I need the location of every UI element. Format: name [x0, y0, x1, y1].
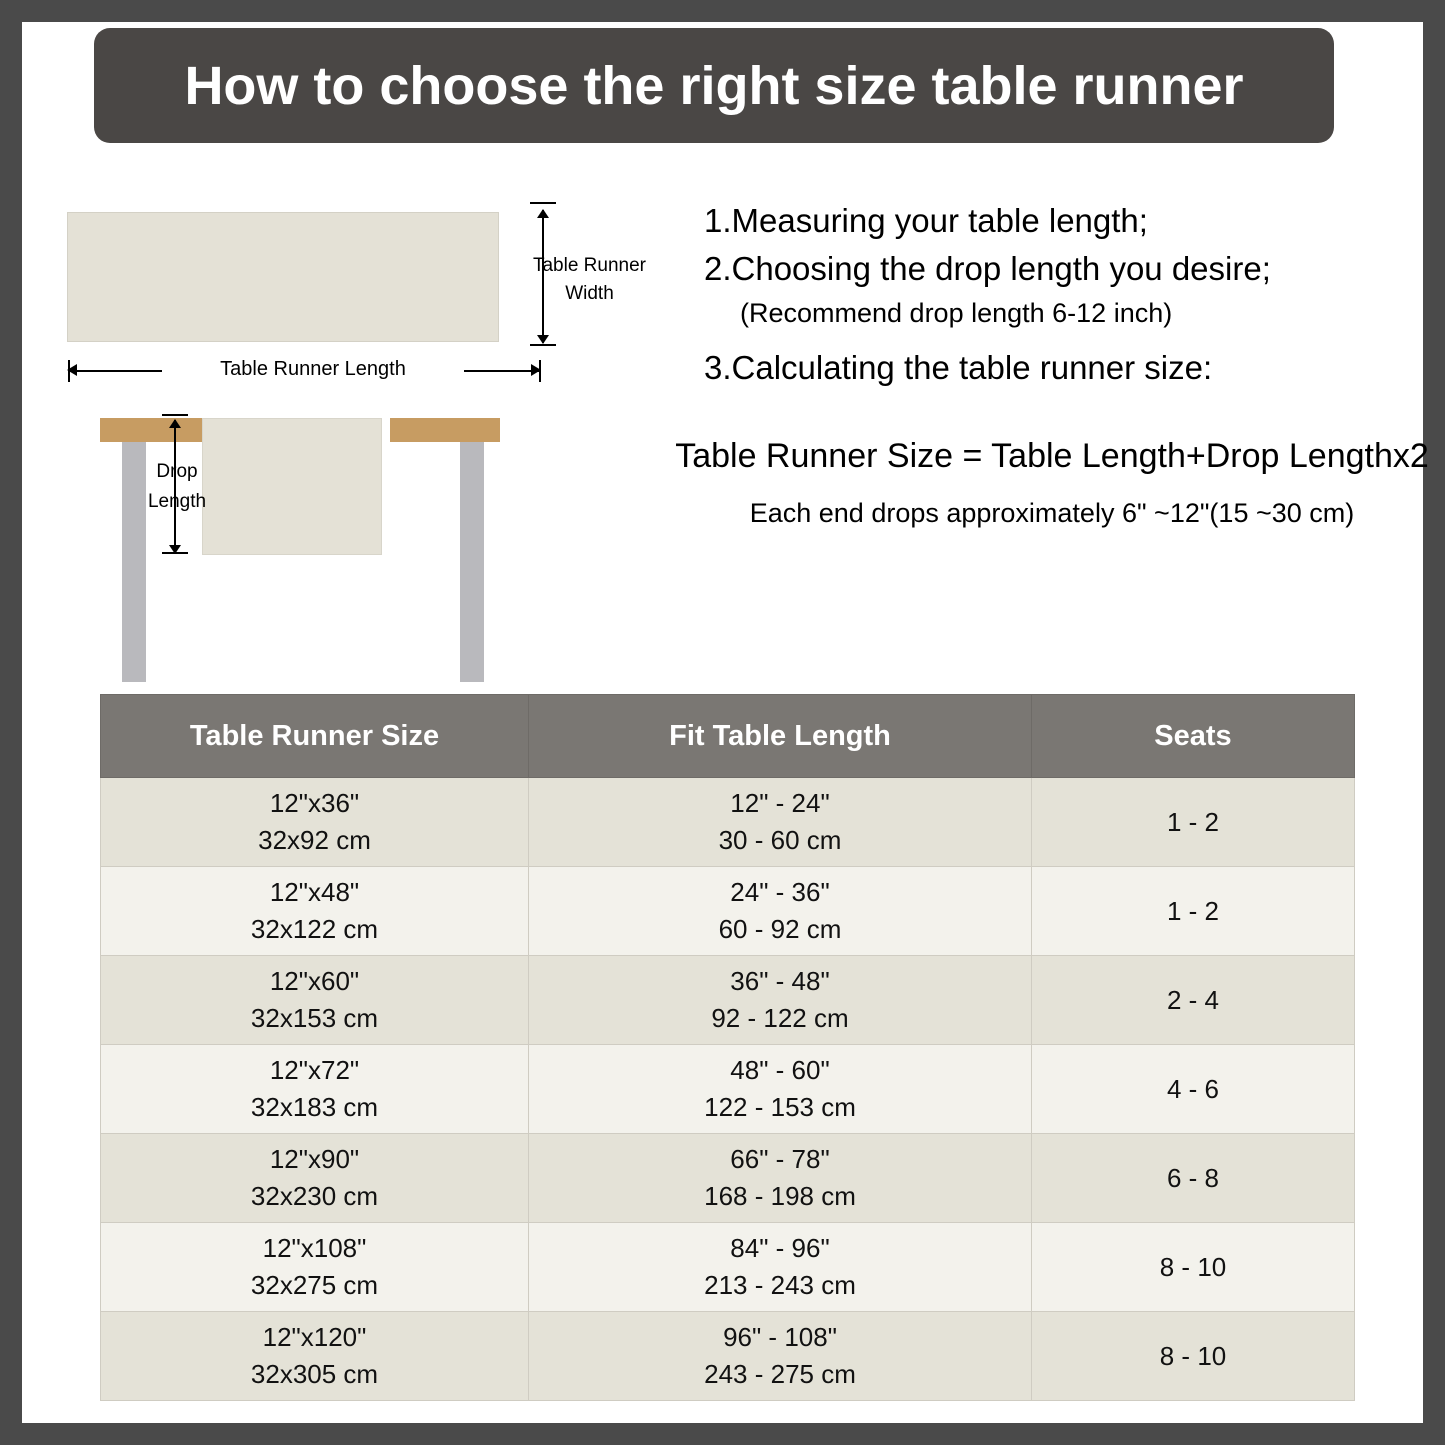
cell-seats: 4 - 6	[1032, 1045, 1355, 1134]
cell-size-inches: 12"x90"	[269, 1144, 360, 1174]
step-3-text: 3.Calculating the table runner size:	[704, 349, 1213, 386]
cell-size-cm: 32x122 cm	[250, 914, 379, 944]
table-row	[101, 1223, 1355, 1312]
width-dimension-cap-top	[530, 202, 556, 204]
cell-seats: 8 - 10	[1032, 1312, 1355, 1401]
cell-fit-length	[529, 1223, 1032, 1312]
title-banner	[94, 28, 1334, 143]
table-header-row	[101, 695, 1355, 778]
cell-runner-size	[101, 1045, 529, 1134]
cell-runner-size	[101, 956, 529, 1045]
cell-runner-size	[101, 1134, 529, 1223]
table-row	[101, 956, 1355, 1045]
runner-width-label	[517, 252, 662, 308]
cell-seats: 6 - 8	[1032, 1134, 1355, 1223]
cell-seats: 2 - 4	[1032, 956, 1355, 1045]
cell-fit-cm: 92 - 122 cm	[711, 1003, 849, 1033]
runner-length-label: Table Runner Length	[162, 358, 464, 381]
page-title: How to choose the right size table runner	[184, 55, 1244, 116]
runner-width-label-line1: Table Runner	[532, 255, 647, 276]
table-row	[101, 867, 1355, 956]
cell-seats: 1 - 2	[1032, 867, 1355, 956]
cell-size-inches: 12"x36"	[269, 788, 360, 818]
drop-dimension-cap-top	[162, 414, 188, 416]
drop-length-label-line2: Length	[147, 491, 207, 512]
header-runner-size: Table Runner Size	[101, 695, 529, 778]
runner-size-formula: Table Runner Size = Table Length+Drop Lengthx2	[675, 437, 1429, 475]
table-row	[101, 1134, 1355, 1223]
step-2-note: (Recommend drop length 6-12 inch)	[740, 298, 1173, 328]
cell-seats: 1 - 2	[1032, 778, 1355, 867]
measurement-diagram	[22, 162, 647, 682]
cell-fit-cm: 213 - 243 cm	[704, 1270, 856, 1300]
runner-size-formula-note: Each end drops approximately 6" ~12"(15 ~30 cm)	[749, 498, 1355, 528]
cell-size-inches: 12"x120"	[262, 1322, 367, 1352]
header-seats: Seats	[1032, 695, 1355, 778]
cell-size-inches: 12"x60"	[269, 966, 360, 996]
cell-runner-size	[101, 1223, 529, 1312]
step-2-text: 2.Choosing the drop length you desire;	[704, 250, 1271, 287]
cell-fit-cm: 60 - 92 cm	[718, 914, 842, 944]
cell-size-cm: 32x183 cm	[250, 1092, 379, 1122]
cell-size-inches: 12"x108"	[262, 1233, 367, 1263]
cell-fit-length	[529, 867, 1032, 956]
table-row	[101, 778, 1355, 867]
cell-fit-cm: 168 - 198 cm	[704, 1181, 856, 1211]
cell-fit-inches: 84" - 96"	[730, 1233, 830, 1263]
size-chart-head	[101, 695, 1355, 778]
infographic-inner	[22, 22, 1429, 1423]
size-chart-body	[101, 778, 1355, 1401]
cell-fit-length	[529, 778, 1032, 867]
drop-length-label-line1: Drop	[156, 461, 198, 482]
runner-width-label-line2: Width	[565, 283, 614, 304]
cell-size-cm: 32x275 cm	[250, 1270, 379, 1300]
cell-runner-size	[101, 1312, 529, 1401]
tabletop-right-shape	[390, 418, 500, 442]
cell-fit-inches: 36" - 48"	[730, 966, 830, 996]
header-fit-table-length: Fit Table Length	[529, 695, 1032, 778]
instruction-steps	[662, 202, 1442, 529]
width-dimension-cap-bottom	[530, 344, 556, 346]
cell-fit-cm: 30 - 60 cm	[718, 825, 842, 855]
cell-fit-length	[529, 1312, 1032, 1401]
step-1-text: 1.Measuring your table length;	[704, 202, 1148, 239]
cell-runner-size	[101, 867, 529, 956]
cell-size-inches: 12"x72"	[269, 1055, 360, 1085]
runner-top-view-shape	[67, 212, 499, 342]
cell-size-cm: 32x92 cm	[258, 825, 371, 855]
cell-size-cm: 32x230 cm	[250, 1181, 379, 1211]
table-leg-right-shape	[460, 442, 484, 682]
drop-length-label	[117, 457, 237, 517]
cell-fit-inches: 24" - 36"	[730, 877, 830, 907]
cell-size-cm: 32x153 cm	[250, 1003, 379, 1033]
cell-fit-cm: 122 - 153 cm	[704, 1092, 856, 1122]
cell-size-cm: 32x305 cm	[250, 1359, 379, 1389]
cell-fit-inches: 96" - 108"	[723, 1322, 837, 1352]
size-chart-table	[100, 694, 1355, 1401]
cell-seats: 8 - 10	[1032, 1223, 1355, 1312]
cell-fit-length	[529, 1134, 1032, 1223]
cell-fit-inches: 66" - 78"	[730, 1144, 830, 1174]
table-row	[101, 1312, 1355, 1401]
cell-fit-length	[529, 956, 1032, 1045]
cell-fit-inches: 48" - 60"	[730, 1055, 830, 1085]
cell-fit-inches: 12" - 24"	[730, 788, 830, 818]
cell-fit-cm: 243 - 275 cm	[704, 1359, 856, 1389]
cell-fit-length	[529, 1045, 1032, 1134]
cell-size-inches: 12"x48"	[269, 877, 360, 907]
cell-runner-size	[101, 778, 529, 867]
table-row	[101, 1045, 1355, 1134]
